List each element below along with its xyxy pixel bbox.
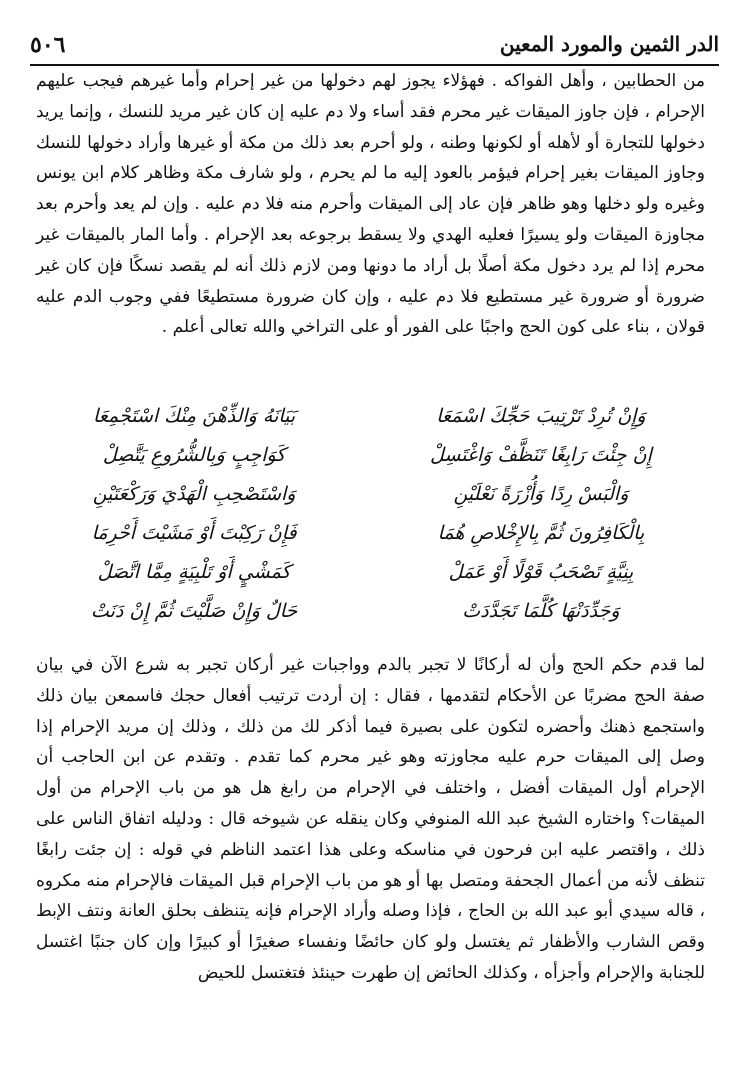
verse-row (34, 435, 701, 474)
verse-second-hemistich: حَالٌ وَإِنْ صَلَّيْتَ ثُمَّ إِنْ دَنَتْ (90, 599, 298, 622)
verse-first-hemistich: إِنْ جِئْتَ رَابِغًا تَنَظَّفْ وَاغْتَسِلْ (429, 443, 652, 466)
verse-first-hemistich: وَإِنْ تُرِدْ تَرْتِيبَ حَجِّكَ اسْمَعَا (436, 404, 646, 427)
verse-row (34, 396, 701, 435)
verse-row (34, 513, 701, 552)
page-number: ٥٠٦ (30, 32, 66, 58)
verse-row (34, 474, 701, 513)
verse-first-hemistich: بِنِيَّةٍ تَصْحَبُ قَوْلًا أَوْ عَمَلْ (448, 560, 634, 583)
poem-verses (34, 396, 701, 630)
paragraph-commentary-2: لما قدم حكم الحج وأن له أركانًا لا تجبر بالدم وواجبات غير أركان تجبر به شرع الآن في بيان صفة الحج مضربًا عن الأحكام لتقدمها ، فقال : إن أردت ترتيب أفعال حجك فاسمعن بيان ذلك واستجمع ذهنك وأحضره لتكون على بصيرة فيما أذكر لك من ذلك ، وذلك إن مريد الإحرام إذا وصل إلى الميقات حرم عليه مجاوزته وهو غير محرم كما تقدم . وتقدم عن ابن الحاجب أن الإحرام أول الميقات أفضل ، واختلف في الإحرام من رابغ هل هو من باب الإحرام من أول الميقات؟ واختاره الشيخ عبد الله المنوفي وكان ينقله عن شيوخه قال : ودليله اتفاق الناس على ذلك ، واقتصر عليه ابن فرحون في مناسكه وعلى هذا اعتمد الناظم في قوله : إن جئت رابغًا تنظف لأنه من أعمال الجحفة ومتصل بها أو هو من باب الإحرام قبل الميقات فالإحرام منه مكروه ، قاله سيدي أبو عبد الله بن الحاج ، فإذا وصله وأراد الإحرام فإنه يتنظف بحلق العانة ونتف الإبط وقص الشارب والأظفار ثم يغتسل ولو كان حائضًا ونفساء صغيرًا أو كبيرًا وإن كان جنبًا اغتسل للجنابة والإحرام وأجزأه ، وكذلك الحائض إن طهرت حينئذ فتغتسل للحيض (36, 655, 705, 983)
verse-row (34, 591, 701, 630)
verse-first-hemistich: وَجَدِّدَنْهَا كُلَّمَا تَجَدَّدَتْ (462, 599, 620, 622)
running-title: الدر الثمين والمورد المعين (499, 32, 719, 56)
page-header (30, 30, 719, 66)
paragraph-commentary-1: من الحطابين ، وأهل الفواكه . فهؤلاء يجوز لهم دخولها من غير إحرام وأما غيرهم فيجب عليهم الإحرام ، فإن جاوز الميقات غير محرم فقد أساء ولا دم عليه إن كان غير مريد للنسك ، وإنما يريد دخولها للتجارة أو لأهله أو لكونها وطنه ، ولو أحرم بعد ذلك من مكة أو غيرها وأراد دخولها للنسك وجاوز الميقات بغير إحرام فيؤمر بالعود إليه ما لم يحرم ، ولو شارف مكة وظاهر كلام ابن يونس وغيره ولو دخلها وهو ظاهر فإن عاد إلى الميقات وأحرم منه فلا دم عليه . وإن لم يعد وأحرم بعد مجاوزة الميقات ولو يسيرًا فعليه الهدي ولا يسقط برجوعه بعد الإحرام . وأما المار بالميقات غير محرم إذا لم يرد دخول مكة أصلًا بل أراد ما دونها ومن لازم ذلك أنه لم يقصد نسكًا فإن كان غير ضرورة أو ضرورة غير مستطيع فلا دم عليه ، وإن كان ضرورة مستطيعًا ففي وجوب الدم عليه قولان ، بناء على كون الحج واجبًا على الفور أو على التراخي والله تعالى أعلم . (36, 71, 705, 338)
verse-second-hemistich: وَاسْتَصْحِبِ الْهَدْيَ وَرَكْعَتَيْنِ (92, 482, 296, 505)
verse-second-hemistich: بَيَانَهُ وَالذِّهْنَ مِنْكَ اسْتَجْمِعَا (93, 404, 296, 427)
verse-first-hemistich: وَالْبَسْ رِدًا وَأُزْرَةً نَعْلَيْنِ (453, 482, 629, 505)
verse-second-hemistich: فَإِنْ رَكِبْتَ أَوْ مَشَيْتَ أَحْرِمَا (91, 521, 297, 544)
verse-first-hemistich: بِالْكَافِرُونَ ثُمَّ بِالإِخْلاصِ هُمَا (437, 521, 645, 544)
verse-second-hemistich: كَمَشْيٍ أَوْ تَلْبِيَةٍ مِمَّا اتَّصَلْ (97, 560, 291, 583)
verse-row (34, 552, 701, 591)
verse-second-hemistich: كَوَاجِبٍ وَبِالشُّرُوعِ يَتَّصِلْ (102, 443, 286, 466)
